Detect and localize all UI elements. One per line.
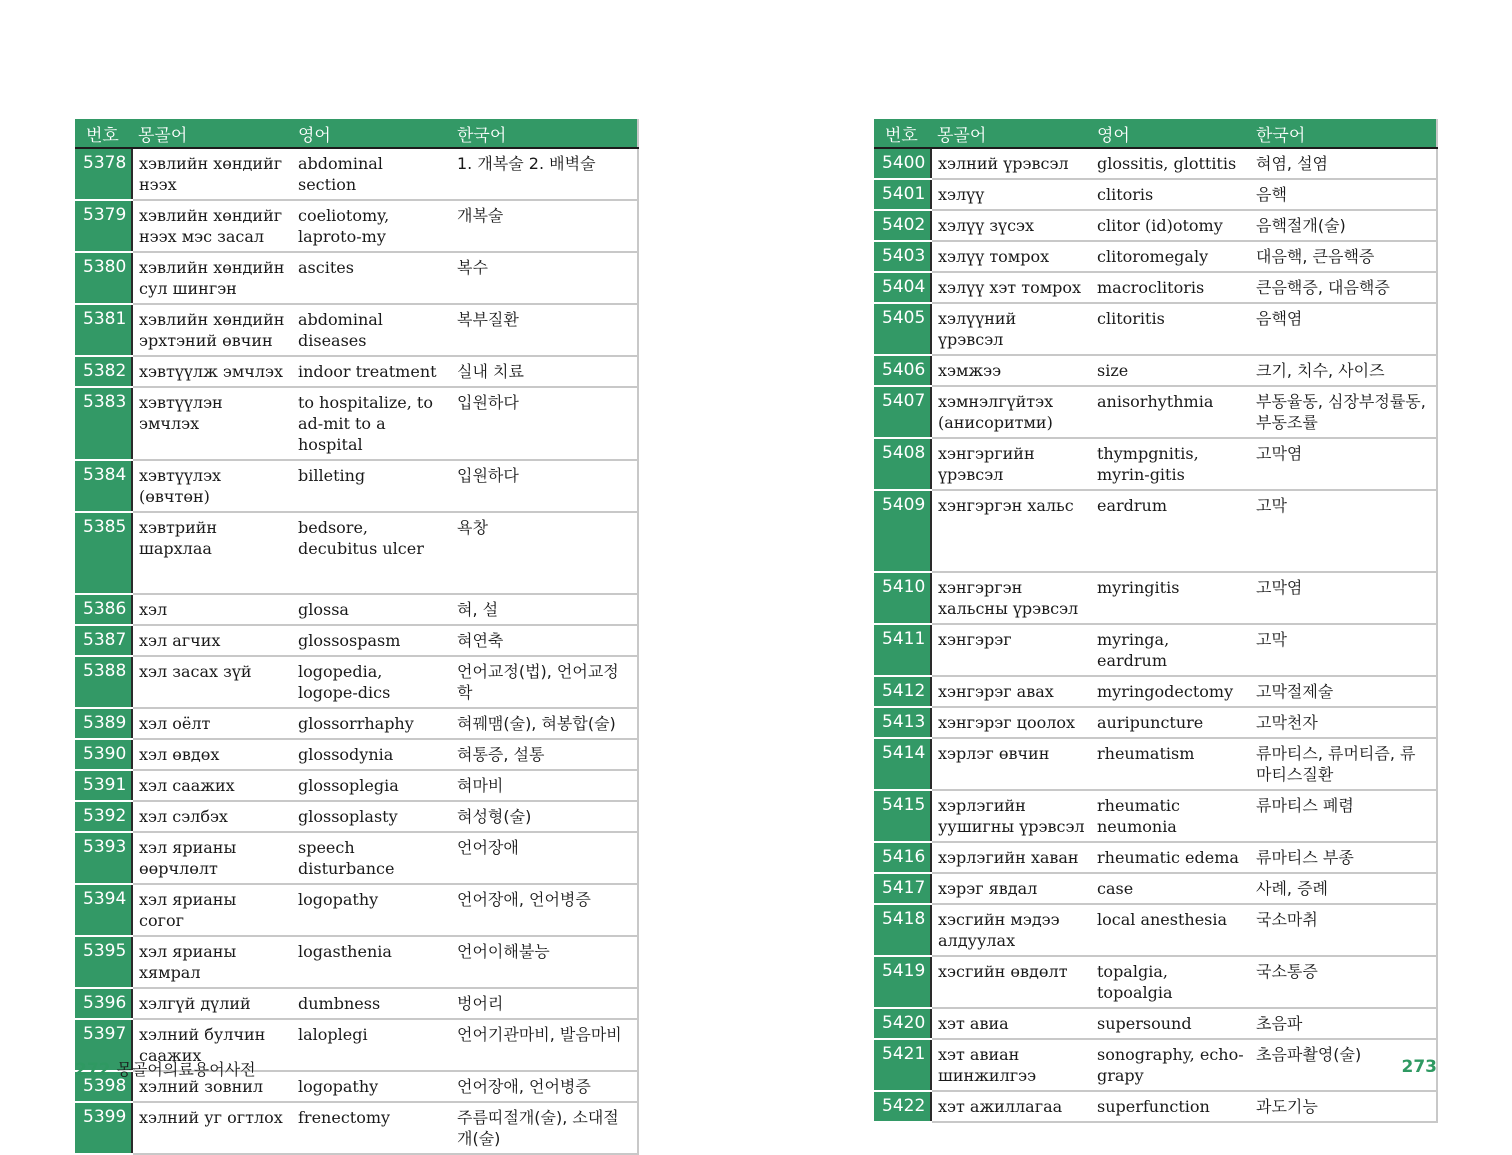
korean-term: 벙어리 xyxy=(451,988,638,1019)
mongolian-term: хэмнэлгүйтэх (анисоритми) xyxy=(931,386,1091,438)
english-term: glossitis, glottitis xyxy=(1091,148,1250,179)
english-term: clitoritis xyxy=(1091,303,1250,355)
right-table-body xyxy=(874,148,1437,1122)
entry-number: 5394 xyxy=(75,884,132,936)
mongolian-term: хэл ярианы хямрал xyxy=(132,936,292,988)
korean-term: 국소마취 xyxy=(1250,904,1437,956)
english-term: frenectomy xyxy=(292,1102,451,1154)
mongolian-term: хэрэг явдал xyxy=(931,873,1091,904)
page-number-right: 273 xyxy=(1401,1057,1437,1077)
entry-number: 5381 xyxy=(75,304,132,356)
entry-number: 5409 xyxy=(874,490,931,572)
entry-number: 5391 xyxy=(75,770,132,801)
mongolian-term: хэнгэргийн үрэвсэл xyxy=(931,438,1091,490)
english-term: glossorrhaphy xyxy=(292,708,451,739)
mongolian-term: хэрлэг өвчин xyxy=(931,738,1091,790)
english-term: glossospasm xyxy=(292,625,451,656)
left-page-table xyxy=(75,119,639,1155)
korean-term: 큰음핵증, 대음핵증 xyxy=(1250,272,1437,303)
mongolian-term: хэлүү зүсэх xyxy=(931,210,1091,241)
table-row xyxy=(874,572,1437,624)
korean-term: 류마티스 부종 xyxy=(1250,842,1437,873)
english-term: myringa, eardrum xyxy=(1091,624,1250,676)
korean-term: 언어교정(법), 언어교정학 xyxy=(451,656,638,708)
english-term: thympgnitis, myrin-gitis xyxy=(1091,438,1250,490)
entry-number: 5401 xyxy=(874,179,931,210)
mongolian-term: хэт ажиллагаа xyxy=(931,1091,1091,1122)
mongolian-term: хэвлийн хөндийн сул шингэн xyxy=(132,252,292,304)
mongolian-term: хэл засах зүй xyxy=(132,656,292,708)
mongolian-term: хэвлийн хөндийг нээх xyxy=(132,148,292,200)
english-term: abdominal diseases xyxy=(292,304,451,356)
english-term: dumbness xyxy=(292,988,451,1019)
mongolian-term: хэт авиан шинжилгээ xyxy=(931,1039,1091,1091)
korean-term: 음핵 xyxy=(1250,179,1437,210)
entry-number: 5382 xyxy=(75,356,132,387)
entry-number: 5416 xyxy=(874,842,931,873)
english-term: glossoplasty xyxy=(292,801,451,832)
entry-number: 5379 xyxy=(75,200,132,252)
table-row xyxy=(75,988,638,1019)
korean-term: 언어장애 xyxy=(451,832,638,884)
korean-term: 과도기능 xyxy=(1250,1091,1437,1122)
table-row xyxy=(874,624,1437,676)
korean-term: 초음파 xyxy=(1250,1008,1437,1039)
table-row xyxy=(75,770,638,801)
english-term: logopathy xyxy=(292,884,451,936)
mongolian-term: хэвтрийн шархлаа xyxy=(132,512,292,594)
korean-term: 혀마비 xyxy=(451,770,638,801)
english-term: ascites xyxy=(292,252,451,304)
korean-term: 개복술 xyxy=(451,200,638,252)
entry-number: 5418 xyxy=(874,904,931,956)
table-row xyxy=(75,1102,638,1154)
table-row xyxy=(874,956,1437,1008)
header-num: 번호 xyxy=(874,119,931,148)
english-term: laloplegi xyxy=(292,1019,451,1071)
english-term: clitoris xyxy=(1091,179,1250,210)
korean-term: 류마티스 폐렴 xyxy=(1250,790,1437,842)
korean-term: 혀염, 설염 xyxy=(1250,148,1437,179)
mongolian-term: хэл ярианы өөрчлөлт xyxy=(132,832,292,884)
table-row xyxy=(874,873,1437,904)
mongolian-term: хэнгэрэг авах xyxy=(931,676,1091,707)
entry-number: 5378 xyxy=(75,148,132,200)
entry-number: 5405 xyxy=(874,303,931,355)
korean-term: 1. 개복술 2. 배벽술 xyxy=(451,148,638,200)
english-term: coeliotomy, laproto-my xyxy=(292,200,451,252)
english-term: macroclitoris xyxy=(1091,272,1250,303)
mongolian-term: хэлний үрэвсэл xyxy=(931,148,1091,179)
table-row xyxy=(874,1091,1437,1122)
english-term: speech disturbance xyxy=(292,832,451,884)
entry-number: 5383 xyxy=(75,387,132,460)
mongolian-term: хэнгэргэн хальсны үрэвсэл xyxy=(931,572,1091,624)
entry-number: 5395 xyxy=(75,936,132,988)
left-page-footer xyxy=(75,1057,256,1080)
mongolian-term: хэвтүүлэн эмчлэх xyxy=(132,387,292,460)
table-row xyxy=(874,241,1437,272)
mongolian-term: хэвлийн хөндийн эрхтэний өвчин xyxy=(132,304,292,356)
left-table-body xyxy=(75,148,638,1154)
korean-term: 언어이해불능 xyxy=(451,936,638,988)
korean-term: 고막염 xyxy=(1250,438,1437,490)
table-row xyxy=(874,1039,1437,1091)
mongolian-term: хэл агчих xyxy=(132,625,292,656)
table-row xyxy=(75,739,638,770)
header-korean: 한국어 xyxy=(1250,119,1437,148)
korean-term: 사례, 증례 xyxy=(1250,873,1437,904)
table-row xyxy=(75,356,638,387)
english-term: auripuncture xyxy=(1091,707,1250,738)
table-row xyxy=(75,625,638,656)
entry-number: 5421 xyxy=(874,1039,931,1091)
entry-number: 5413 xyxy=(874,707,931,738)
mongolian-term: хэт авиа xyxy=(931,1008,1091,1039)
mongolian-term: хэл оёлт xyxy=(132,708,292,739)
mongolian-term: хэл сэлбэх xyxy=(132,801,292,832)
korean-term: 음핵염 xyxy=(1250,303,1437,355)
korean-term: 고막 xyxy=(1250,624,1437,676)
mongolian-term: хэлний булчин саажих xyxy=(132,1019,292,1071)
entry-number: 5400 xyxy=(874,148,931,179)
table-row xyxy=(75,801,638,832)
mongolian-term: хэлний уг огтлох xyxy=(132,1102,292,1154)
entry-number: 5380 xyxy=(75,252,132,304)
korean-term: 입원하다 xyxy=(451,387,638,460)
english-term: glossoplegia xyxy=(292,770,451,801)
table-row xyxy=(874,707,1437,738)
english-term: abdominal section xyxy=(292,148,451,200)
header-num: 번호 xyxy=(75,119,132,148)
entry-number: 5387 xyxy=(75,625,132,656)
english-term: indoor treatment xyxy=(292,356,451,387)
korean-term: 고막염 xyxy=(1250,572,1437,624)
korean-term: 크기, 치수, 사이즈 xyxy=(1250,355,1437,386)
table-row xyxy=(874,1008,1437,1039)
entry-number: 5419 xyxy=(874,956,931,1008)
english-term: to hospitalize, to ad-mit to a hospital xyxy=(292,387,451,460)
table-row xyxy=(874,303,1437,355)
mongolian-term: хэлгүй дүлий xyxy=(132,988,292,1019)
mongolian-term: хэлүүний үрэвсэл xyxy=(931,303,1091,355)
english-term: sonography, echo-grapy xyxy=(1091,1039,1250,1091)
korean-term: 초음파촬영(술) xyxy=(1250,1039,1437,1091)
entry-number: 5385 xyxy=(75,512,132,594)
korean-term: 류마티스, 류머티즘, 류마티스질환 xyxy=(1250,738,1437,790)
korean-term: 음핵절개(술) xyxy=(1250,210,1437,241)
korean-term: 고막 xyxy=(1250,490,1437,572)
mongolian-term: хэмжээ xyxy=(931,355,1091,386)
english-term: logopathy xyxy=(292,1071,451,1102)
korean-term: 입원하다 xyxy=(451,460,638,512)
table-row xyxy=(75,936,638,988)
table-row xyxy=(874,438,1437,490)
table-header-row xyxy=(874,119,1437,148)
korean-term: 실내 치료 xyxy=(451,356,638,387)
entry-number: 5386 xyxy=(75,594,132,625)
table-row xyxy=(874,355,1437,386)
entry-number: 5389 xyxy=(75,708,132,739)
table-row xyxy=(874,842,1437,873)
table-row xyxy=(75,252,638,304)
korean-term: 혀성형(술) xyxy=(451,801,638,832)
korean-term: 언어장애, 언어병증 xyxy=(451,884,638,936)
header-english: 영어 xyxy=(1091,119,1250,148)
korean-term: 언어기관마비, 발음마비 xyxy=(451,1019,638,1071)
english-term: clitoromegaly xyxy=(1091,241,1250,272)
mongolian-term: хэлүү xyxy=(931,179,1091,210)
english-term: rheumatic neumonia xyxy=(1091,790,1250,842)
english-term: anisorhythmia xyxy=(1091,386,1250,438)
korean-term: 복부질환 xyxy=(451,304,638,356)
english-term: rheumatism xyxy=(1091,738,1250,790)
english-term: billeting xyxy=(292,460,451,512)
entry-number: 5404 xyxy=(874,272,931,303)
table-row xyxy=(874,272,1437,303)
table-row xyxy=(75,387,638,460)
entry-number: 5398 xyxy=(75,1071,132,1102)
entry-number: 5403 xyxy=(874,241,931,272)
mongolian-term: хэсгийн өвдөлт xyxy=(931,956,1091,1008)
table-row xyxy=(874,676,1437,707)
mongolian-term: хэлүү хэт томрох xyxy=(931,272,1091,303)
table-row xyxy=(75,832,638,884)
entry-number: 5399 xyxy=(75,1102,132,1154)
english-term: bedsore, decubitus ulcer xyxy=(292,512,451,594)
entry-number: 5390 xyxy=(75,739,132,770)
mongolian-term: хэл ярианы согог xyxy=(132,884,292,936)
entry-number: 5415 xyxy=(874,790,931,842)
mongolian-term: хэнгэргэн хальс xyxy=(931,490,1091,572)
table-row xyxy=(874,148,1437,179)
header-english: 영어 xyxy=(292,119,451,148)
mongolian-term: хэвтүүлэх (өвчтөн) xyxy=(132,460,292,512)
entry-number: 5407 xyxy=(874,386,931,438)
korean-term: 혀, 설 xyxy=(451,594,638,625)
entry-number: 5402 xyxy=(874,210,931,241)
entry-number: 5406 xyxy=(874,355,931,386)
english-term: rheumatic edema xyxy=(1091,842,1250,873)
table-row xyxy=(874,386,1437,438)
english-term: eardrum xyxy=(1091,490,1250,572)
mongolian-term: хэсгийн мэдээ алдуулах xyxy=(931,904,1091,956)
english-term: supersound xyxy=(1091,1008,1250,1039)
entry-number: 5411 xyxy=(874,624,931,676)
korean-term: 부동율동, 심장부정률동, 부동조률 xyxy=(1250,386,1437,438)
table-row xyxy=(75,656,638,708)
header-korean: 한국어 xyxy=(451,119,638,148)
entry-number: 5388 xyxy=(75,656,132,708)
english-term: logopedia, logope-dics xyxy=(292,656,451,708)
english-term: myringitis xyxy=(1091,572,1250,624)
korean-term: 언어장애, 언어병증 xyxy=(451,1071,638,1102)
entry-number: 5417 xyxy=(874,873,931,904)
table-row xyxy=(75,884,638,936)
table-row xyxy=(75,594,638,625)
korean-term: 대음핵, 큰음핵증 xyxy=(1250,241,1437,272)
english-term: size xyxy=(1091,355,1250,386)
korean-term: 욕창 xyxy=(451,512,638,594)
table-row xyxy=(874,904,1437,956)
english-term: superfunction xyxy=(1091,1091,1250,1122)
korean-term: 고막천자 xyxy=(1250,707,1437,738)
table-row xyxy=(75,304,638,356)
table-row xyxy=(874,210,1437,241)
entry-number: 5396 xyxy=(75,988,132,1019)
english-term: myringodectomy xyxy=(1091,676,1250,707)
korean-term: 주름띠절개(술), 소대절개(술) xyxy=(451,1102,638,1154)
mongolian-term: хэнгэрэг xyxy=(931,624,1091,676)
table-row xyxy=(75,148,638,200)
table-row xyxy=(75,708,638,739)
english-term: clitor (id)otomy xyxy=(1091,210,1250,241)
english-term: glossa xyxy=(292,594,451,625)
entry-number: 5410 xyxy=(874,572,931,624)
mongolian-term: хэл саажих xyxy=(132,770,292,801)
entry-number: 5384 xyxy=(75,460,132,512)
korean-term: 혀통증, 설통 xyxy=(451,739,638,770)
entry-number: 5412 xyxy=(874,676,931,707)
mongolian-term: хэлний зовнил xyxy=(132,1071,292,1102)
mongolian-term: хэлүү томрох xyxy=(931,241,1091,272)
table-row xyxy=(75,460,638,512)
mongolian-term: хэрлэгийн уушигны үрэвсэл xyxy=(931,790,1091,842)
table-row xyxy=(874,179,1437,210)
mongolian-term: хэвлийн хөндийг нээх мэс засал xyxy=(132,200,292,252)
table-header-row xyxy=(75,119,638,148)
table-row xyxy=(75,512,638,594)
mongolian-term: хэнгэрэг цоолох xyxy=(931,707,1091,738)
mongolian-term: хэвтүүлж эмчлэх xyxy=(132,356,292,387)
english-term: topalgia, topoalgia xyxy=(1091,956,1250,1008)
table-row xyxy=(874,490,1437,572)
header-mongolian: 몽골어 xyxy=(931,119,1091,148)
entry-number: 5397 xyxy=(75,1019,132,1071)
entry-number: 5422 xyxy=(874,1091,931,1122)
korean-term: 혀꿰맴(술), 혀봉합(술) xyxy=(451,708,638,739)
entry-number: 5420 xyxy=(874,1008,931,1039)
korean-term: 국소통증 xyxy=(1250,956,1437,1008)
book-title: 몽골어의료용어사전 xyxy=(116,1060,256,1079)
table-row xyxy=(874,738,1437,790)
mongolian-term: хэрлэгийн хаван xyxy=(931,842,1091,873)
entry-number: 5408 xyxy=(874,438,931,490)
korean-term: 혀연축 xyxy=(451,625,638,656)
korean-term: 복수 xyxy=(451,252,638,304)
entry-number: 5393 xyxy=(75,832,132,884)
english-term: case xyxy=(1091,873,1250,904)
mongolian-term: хэл xyxy=(132,594,292,625)
right-page-table xyxy=(874,119,1438,1123)
mongolian-term: хэл өвдөх xyxy=(132,739,292,770)
korean-term: 고막절제술 xyxy=(1250,676,1437,707)
english-term: local anesthesia xyxy=(1091,904,1250,956)
page-number-left: 272 xyxy=(75,1060,111,1080)
table-row xyxy=(874,790,1437,842)
english-term: glossodynia xyxy=(292,739,451,770)
entry-number: 5392 xyxy=(75,801,132,832)
english-term: logasthenia xyxy=(292,936,451,988)
header-mongolian: 몽골어 xyxy=(132,119,292,148)
table-row xyxy=(75,200,638,252)
entry-number: 5414 xyxy=(874,738,931,790)
